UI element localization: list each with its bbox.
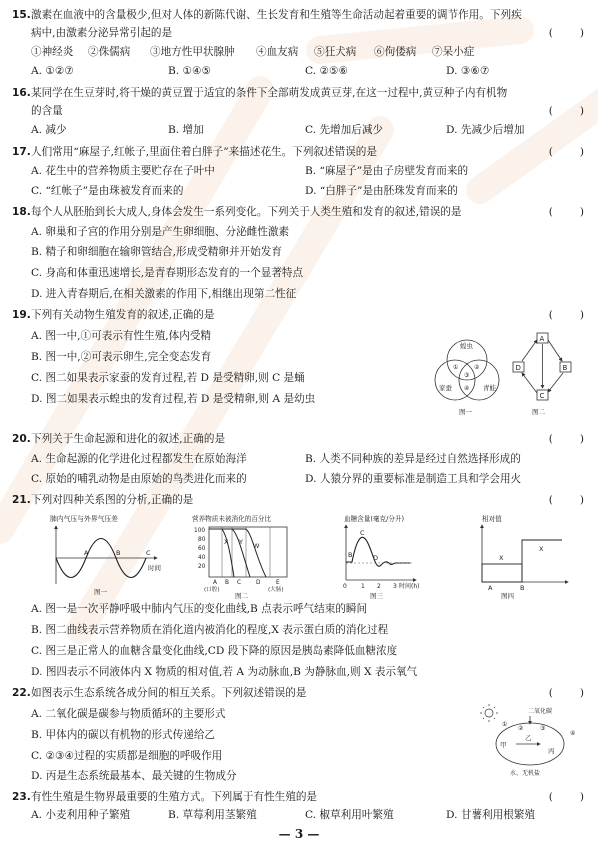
y-tick: 100	[194, 528, 206, 534]
x-tick: 0	[343, 583, 347, 590]
q19-stem	[0, 309, 598, 327]
venn-region-3: ③	[464, 372, 470, 379]
question-number: 20.	[12, 433, 31, 445]
x-tick: 2	[377, 583, 381, 590]
question-stem: 下列有关动物生殖发育的叙述,正确的是	[31, 309, 215, 321]
q16-options	[0, 124, 598, 142]
q15-items	[0, 46, 598, 64]
venn-label-frog: 青蛙	[483, 384, 496, 392]
q15-stem-line2	[0, 27, 598, 45]
venn-label-locust: 蝗虫	[460, 342, 473, 350]
y-tick: 40	[198, 555, 206, 561]
option-c: C. ②③④过程的实质都是细胞的呼吸作用	[31, 750, 223, 762]
option-d: D. 进入青春期后,在相关激素的作用下,相继出现第二性征	[31, 288, 297, 300]
answer-bracket: ( )	[548, 494, 584, 506]
bar-a	[482, 564, 522, 582]
y-tick: 20	[198, 564, 206, 570]
option-a: A. 二氧化碳是碳参与物质循环的主要形式	[31, 708, 226, 720]
item: ⑥佝偻病	[374, 46, 417, 58]
q20-options-row2	[0, 473, 598, 491]
q17-options-row2	[0, 185, 598, 203]
q22-option-d	[0, 770, 440, 788]
point-a-label: A	[84, 549, 89, 557]
q19-option-b	[0, 351, 400, 369]
question-number: 16.	[12, 87, 31, 99]
q19-option-c	[0, 372, 400, 390]
option-a: A. 卵巢和子宫的作用分别是产生卵细胞、分泌雌性激素	[31, 226, 290, 238]
node-d: D	[515, 364, 521, 372]
q18-stem	[0, 206, 598, 224]
x-axis-label: 时间(h)	[399, 583, 420, 590]
node-c: C	[539, 392, 545, 400]
node-b: B	[562, 364, 568, 372]
label-bing: 丙	[548, 747, 555, 755]
option-b: B. 甲体内的碳以有机物的形式传递给乙	[31, 729, 216, 741]
curve-x	[209, 529, 234, 577]
q15-stem-line1	[0, 9, 598, 27]
option-a: A. ①②⑦	[31, 65, 74, 77]
q21-option-a	[0, 603, 598, 621]
q21-graph-3	[330, 512, 442, 600]
q22-option-c	[0, 750, 440, 768]
question-stem-cont: 的含量	[31, 105, 63, 117]
question-stem: 每个人从胚胎到长大成人,身体会发生一系列变化。下列关于人类生殖和发育的叙述,错误的是	[31, 206, 462, 218]
option-c: C. 椒草利用叶繁殖	[305, 809, 394, 821]
q21-graph-2	[180, 512, 310, 600]
q19-figure-2-cycle	[508, 330, 578, 420]
curve-y-label: Y	[239, 538, 243, 546]
graph-title: 相对值	[482, 515, 502, 523]
answer-bracket: ( )	[548, 791, 584, 803]
mouth-label: (口腔)	[204, 587, 220, 593]
venn-region-4: ④	[464, 385, 470, 392]
arrow-a-b	[548, 340, 562, 361]
segment-label: E	[276, 580, 280, 586]
q22-ecosystem-figure	[478, 704, 582, 780]
x-tick: 1	[361, 583, 365, 590]
answer-bracket: ( )	[548, 687, 584, 699]
point-b-label: B	[116, 549, 121, 557]
question-stem: 某同学在生豆芽时,将干燥的黄豆置于适宜的条件下全部萌发成黄豆芽,在这一过程中,黄豆种子内有机物	[31, 87, 508, 99]
question-stem: 下列关于生命起源和进化的叙述,正确的是	[31, 433, 226, 445]
figure-caption: 图二	[235, 592, 248, 600]
answer-bracket: ( )	[548, 309, 584, 321]
option-b: B. 图二曲线表示营养物质在消化道内被消化的程度,X 表示蛋白质的消化过程	[31, 624, 389, 636]
q21-graph-4	[468, 512, 578, 600]
co2-label: 二氧化碳	[528, 708, 553, 715]
figure-caption: 图一	[94, 588, 107, 596]
segment-label: A	[213, 580, 217, 586]
option-b: B. 增加	[168, 124, 204, 136]
point-d-label: D	[373, 554, 379, 562]
option-c: C. 先增加后减少	[305, 124, 384, 136]
option-a: A. 图一中,①可表示有性生殖,体内受精	[31, 330, 212, 342]
point-b-label: B	[348, 551, 353, 559]
item: ④血友病	[256, 46, 299, 58]
q21-graph-1	[42, 512, 172, 597]
option-a: A. 花生中的营养物质主要贮存在子叶中	[31, 165, 215, 177]
q18-option-b	[0, 246, 598, 264]
point-c-label: C	[146, 549, 151, 557]
option-d: D. 图二如果表示蝗虫的发育过程,若 D 是受精卵,则 A 是幼虫	[31, 393, 316, 405]
option-c: C. 原始的哺乳动物是由原始的鸟类进化而来的	[31, 473, 247, 485]
question-stem: 有性生殖是生物界最重要的生殖方式。下列属于有性生殖的是	[31, 791, 318, 803]
process-3: ③	[540, 725, 546, 732]
q17-options-row1	[0, 165, 598, 183]
option-a: A. 生命起源的化学进化过程都发生在原始海洋	[31, 453, 247, 465]
x-axis-label: 时间	[148, 564, 161, 572]
y-tick: 80	[198, 537, 206, 543]
option-a: A. 图一是一次平静呼吸中肺内气压的变化曲线,B 点表示呼气结束的瞬间	[31, 603, 368, 615]
q22-stem	[0, 687, 598, 705]
option-c: C. “红帐子”是由珠被发育而来的	[31, 185, 184, 197]
arrow-c-d	[522, 373, 537, 393]
item: ①神经炎	[31, 46, 74, 58]
q19-figure-1-venn	[420, 330, 515, 420]
option-c: C. 图二如果表示家蚕的发育过程,若 D 是受精卵,则 C 是蛹	[31, 372, 305, 384]
bar-a-value-label: X	[499, 554, 504, 562]
graph-title: 营养物质未被消化的百分比	[192, 515, 272, 523]
question-number: 19.	[12, 309, 31, 321]
option-c: C. 身高和体重迅速增长,是青春期形态发育的一个显著特点	[31, 267, 304, 279]
item: ⑤狂犬病	[314, 46, 357, 58]
figure-caption: 图三	[370, 592, 383, 600]
q16-stem-line1	[0, 87, 598, 105]
question-number: 21.	[12, 494, 31, 506]
figure-caption: 图四	[501, 592, 514, 600]
option-d: D. 人猿分界的重要标准是制造工具和学会用火	[305, 473, 522, 485]
large-intestine-label: (大肠)	[268, 587, 284, 593]
venn-region-1: ①	[453, 364, 459, 371]
answer-bracket: ( )	[548, 433, 584, 445]
segment-label: C	[237, 580, 242, 586]
q22-option-a	[0, 708, 440, 726]
segment-label: B	[225, 580, 229, 586]
q18-option-a	[0, 226, 598, 244]
label-jia: 甲	[500, 741, 507, 749]
question-stem: 激素在血液中的含量极少,但对人体的新陈代谢、生长发育和生殖等生命活动起着重要的调节作用。下列疾	[31, 9, 522, 21]
segment-label: D	[256, 580, 261, 586]
venn-label-silkworm: 家蚕	[439, 384, 452, 392]
point-c-label: C	[360, 529, 365, 537]
q20-options-row1	[0, 453, 598, 471]
x-tick-b: B	[520, 584, 525, 592]
option-b: B. 人类不同种族的差异是经过自然选择形成的	[305, 453, 521, 465]
water-salts-label: 水、无机盐	[510, 770, 541, 777]
curve-w-label: W	[253, 542, 260, 550]
q21-option-c	[0, 645, 598, 663]
option-d: D. 先减少后增加	[446, 124, 525, 136]
y-tick: 60	[198, 546, 206, 552]
graph-title: 肺内气压与外界气压差	[50, 515, 118, 523]
bar-b-value-label: X	[539, 545, 544, 553]
question-stem: 如图表示生态系统各成分间的相互关系。下列叙述错误的是	[31, 687, 307, 699]
item: ⑦呆小症	[432, 46, 475, 58]
q19-option-a	[0, 330, 400, 348]
question-number: 23.	[12, 791, 31, 803]
figure-caption: 图二	[532, 408, 545, 416]
page-number: — 3 —	[278, 827, 320, 841]
option-a: A. 减少	[31, 124, 67, 136]
arrow-b-c	[548, 373, 563, 392]
q18-option-c	[0, 267, 598, 285]
option-b: B. 草莓利用茎繁殖	[168, 809, 257, 821]
question-number: 17.	[12, 146, 31, 158]
curve-x-label: X	[224, 538, 229, 546]
option-c: C. 图三是正常人的血糖含量变化曲线,CD 段下降的原因是胰岛素降低血糖浓度	[31, 645, 398, 657]
q19-option-d	[0, 393, 400, 411]
option-d: D. 丙是生态系统最基本、最关键的生物成分	[31, 770, 237, 782]
x-tick: 3	[393, 583, 397, 590]
question-number: 18.	[12, 206, 31, 218]
question-stem: 下列对四种关系图的分析,正确的是	[31, 494, 194, 506]
q15-options	[0, 65, 598, 83]
question-stem: 人们常用“麻屋子,红帐子,里面住着白胖子”来描述花生。下列叙述错误的是	[31, 146, 377, 158]
option-d: D. ③⑥⑦	[446, 65, 490, 77]
item: ③地方性甲状腺肿	[150, 46, 235, 58]
q22-option-b	[0, 729, 440, 747]
q21-stem	[0, 494, 598, 512]
option-c: C. ②⑤⑥	[305, 65, 348, 77]
option-d: D. 甘薯利用根繁殖	[446, 809, 536, 821]
q23-stem	[0, 791, 598, 809]
q21-option-d	[0, 666, 598, 684]
option-b: B. ①④⑤	[168, 65, 212, 77]
node-a: A	[539, 335, 545, 343]
question-number: 15.	[12, 9, 31, 21]
curve-w	[209, 529, 266, 577]
q18-option-d	[0, 288, 598, 306]
x-tick-a: A	[488, 584, 493, 592]
answer-bracket: ( )	[548, 206, 584, 218]
item: ②侏儒病	[88, 46, 131, 58]
q23-options	[0, 809, 598, 827]
question-stem-cont: 病中,由激素分泌异常引起的是	[31, 27, 173, 39]
process-4: ④	[570, 730, 576, 737]
answer-bracket: ( )	[548, 146, 584, 158]
venn-region-2: ②	[474, 364, 480, 371]
sun-icon	[480, 704, 498, 722]
answer-bracket: ( )	[548, 27, 584, 39]
option-b: B. 精子和卵细胞在输卵管结合,形成受精卵并开始发育	[31, 246, 282, 258]
option-d: D. “白胖子”是由胚珠发育而来的	[305, 185, 458, 197]
arrow-d-a	[522, 340, 537, 361]
option-a: A. 小麦利用种子繁殖	[31, 809, 131, 821]
graph-title: 血糖含量(毫克/分升)	[344, 515, 405, 523]
answer-bracket: ( )	[548, 105, 584, 117]
label-yi: 乙	[525, 734, 532, 742]
q21-option-b	[0, 624, 598, 642]
figure-caption: 图一	[459, 408, 472, 416]
option-d: D. 图四表示不同液体内 X 物质的相对值,若 A 为动脉血,B 为静脉血,则 X 表示氧气	[31, 666, 418, 678]
question-number: 22.	[12, 687, 31, 699]
process-1: ①	[502, 721, 508, 728]
q17-stem	[0, 146, 598, 164]
q16-stem-line2	[0, 105, 598, 123]
option-b: B. 图一中,②可表示卵生,完全变态发育	[31, 351, 212, 363]
option-b: B. “麻屋子”是由子房壁发育而来的	[305, 165, 469, 177]
process-2: ②	[518, 725, 524, 732]
q20-stem	[0, 433, 598, 451]
